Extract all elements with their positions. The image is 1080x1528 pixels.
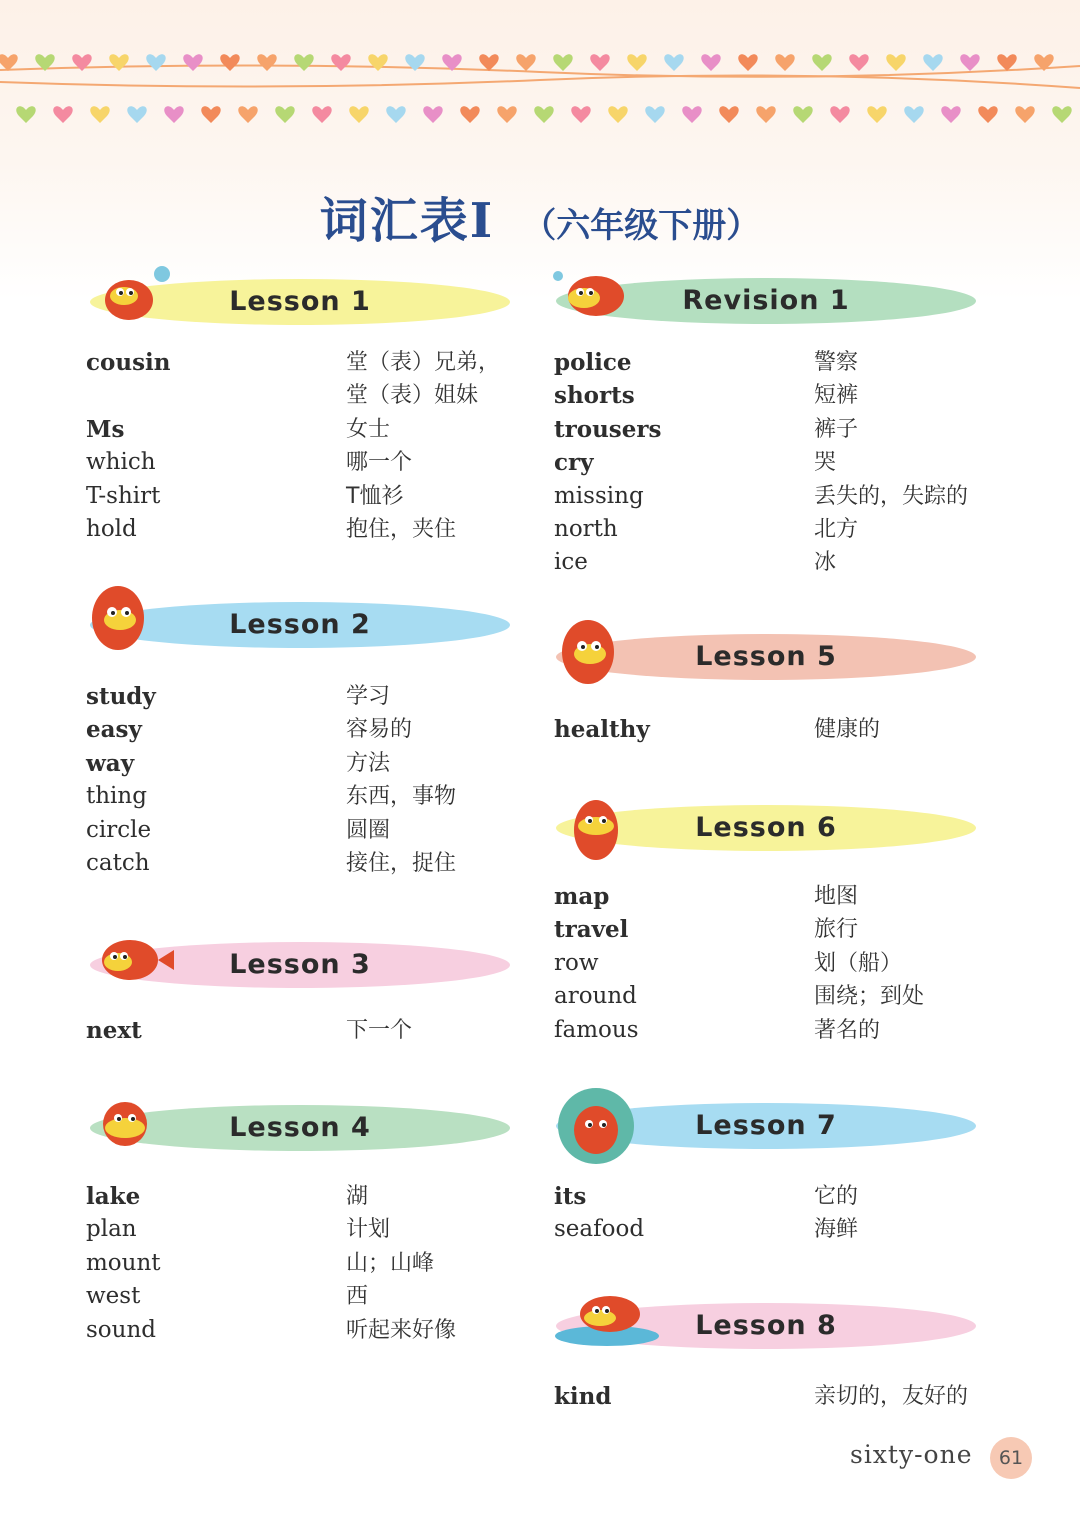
- heart-icon: [960, 54, 979, 71]
- english-word: Ms: [86, 415, 125, 443]
- english-word: hold: [86, 515, 137, 542]
- english-word: famous: [554, 1016, 639, 1043]
- heart-icon: [460, 106, 479, 123]
- heart-icon: [645, 106, 664, 123]
- chinese-meaning: 丢失的，失踪的: [814, 483, 969, 509]
- english-word: missing: [554, 482, 644, 509]
- heart-icon: [497, 106, 516, 123]
- heart-icon: [349, 106, 368, 123]
- chinese-meaning: 计划: [346, 1217, 391, 1243]
- english-word: around: [554, 983, 637, 1010]
- english-word: north: [554, 515, 618, 542]
- english-word: next: [86, 1017, 142, 1044]
- english-word: which: [86, 449, 156, 476]
- heart-icon: [941, 106, 960, 123]
- heart-icon: [923, 54, 942, 71]
- heart-icon: [90, 106, 109, 123]
- heart-icon: [867, 106, 886, 123]
- english-word: thing: [86, 783, 147, 810]
- fish-icon: [552, 1284, 662, 1348]
- chinese-meaning: 海鲜: [814, 1217, 859, 1243]
- heart-icon: [331, 54, 350, 71]
- lesson-8-title: Lesson 8: [695, 1310, 837, 1341]
- chinese-meaning: 北方: [814, 516, 859, 542]
- chinese-meaning: 冰: [814, 550, 837, 576]
- chinese-meaning: 堂（表）兄弟，: [346, 350, 501, 375]
- english-word: cousin: [86, 349, 171, 376]
- english-word: kind: [554, 1383, 612, 1410]
- lesson-5-title: Lesson 5: [695, 641, 837, 672]
- heart-icon: [368, 54, 387, 71]
- lesson-7-title: Lesson 7: [695, 1110, 837, 1141]
- english-word: row: [554, 949, 599, 976]
- chinese-meaning: 下一个: [346, 1018, 413, 1043]
- english-word: west: [86, 1283, 141, 1310]
- heart-icon: [423, 106, 442, 123]
- chinese-meaning: 方法: [346, 750, 391, 776]
- heart-icon: [1015, 106, 1034, 123]
- heart-icon: [627, 54, 646, 71]
- heart-icon: [275, 106, 294, 123]
- heart-icon: [16, 106, 35, 123]
- heart-icon: [793, 106, 812, 123]
- heart-icon: [238, 106, 257, 123]
- heart-icon: [978, 106, 997, 123]
- fish-icon: [556, 790, 636, 866]
- heart-icon: [756, 106, 775, 123]
- heart-icon: [775, 54, 794, 71]
- english-word: shorts: [554, 382, 635, 410]
- lesson-3-title: Lesson 3: [229, 949, 371, 980]
- english-word: police: [554, 349, 632, 376]
- english-word: ice: [554, 549, 588, 576]
- heart-icon: [516, 54, 535, 71]
- chinese-meaning: 堂（表）姐妹: [346, 383, 479, 409]
- english-word: trousers: [554, 415, 662, 443]
- fish-icon: [84, 262, 174, 332]
- heart-icon: [608, 106, 627, 123]
- heart-icon: [312, 106, 331, 123]
- heart-icon: [904, 106, 923, 123]
- page-number-badge: 61: [990, 1437, 1032, 1479]
- chinese-meaning: 旅行: [814, 917, 859, 943]
- lesson-6-title: Lesson 6: [695, 812, 837, 843]
- lesson-2-title: Lesson 2: [229, 609, 371, 640]
- heart-icon: [534, 106, 553, 123]
- chinese-meaning: 西: [346, 1284, 369, 1310]
- chinese-meaning: 接住，捉住: [346, 850, 457, 876]
- chinese-meaning: 健康的: [814, 717, 881, 742]
- fish-icon: [90, 932, 180, 988]
- english-word: way: [86, 749, 135, 777]
- chinese-meaning: 抱住，夹住: [346, 516, 457, 542]
- english-word: map: [554, 883, 610, 910]
- chinese-meaning: 著名的: [814, 1017, 881, 1043]
- chinese-meaning: 它的: [814, 1184, 859, 1209]
- chinese-meaning: 东西，事物: [346, 784, 457, 810]
- english-word: mount: [86, 1249, 161, 1276]
- heart-icon: [701, 54, 720, 71]
- title-main: 词汇表Ⅰ: [319, 193, 495, 249]
- heart-icon: [201, 106, 220, 123]
- chinese-meaning: 哭: [814, 450, 837, 476]
- chinese-meaning: T恤衫: [346, 483, 404, 509]
- page-title: [0, 182, 1080, 251]
- heart-icon: [997, 54, 1016, 71]
- english-word: travel: [554, 916, 629, 944]
- heart-icon: [164, 106, 183, 123]
- english-word: easy: [86, 716, 142, 744]
- heart-icon: [479, 54, 498, 71]
- heart-icon: [553, 54, 572, 71]
- chinese-meaning: 划（船）: [814, 950, 903, 976]
- heart-icon: [127, 106, 146, 123]
- revision-1-title: Revision 1: [682, 285, 850, 316]
- chinese-meaning: 警察: [814, 350, 859, 375]
- hearts-border: [0, 0, 1080, 140]
- fish-icon: [90, 1092, 160, 1152]
- chinese-meaning: 地图: [814, 884, 859, 909]
- english-word: sound: [86, 1316, 156, 1343]
- fish-icon: [556, 1086, 636, 1166]
- lesson-1-title: Lesson 1: [229, 286, 371, 317]
- heart-icon: [812, 54, 831, 71]
- heart-icon: [146, 54, 165, 71]
- heart-icon: [183, 54, 202, 71]
- chinese-meaning: 女士: [346, 416, 391, 442]
- english-word: study: [86, 683, 156, 710]
- fish-icon: [554, 612, 624, 692]
- heart-icon: [53, 106, 72, 123]
- english-word: circle: [86, 816, 152, 843]
- chinese-meaning: 围绕；到处: [814, 984, 925, 1010]
- heart-icon: [109, 54, 128, 71]
- lesson-4-title: Lesson 4: [229, 1112, 371, 1143]
- english-word: lake: [86, 1183, 141, 1210]
- chinese-meaning: 亲切的，友好的: [814, 1384, 969, 1409]
- heart-icon: [830, 106, 849, 123]
- chinese-meaning: 短裤: [814, 383, 859, 409]
- fish-icon: [550, 266, 642, 322]
- chinese-meaning: 哪一个: [346, 450, 413, 476]
- english-word: cry: [554, 449, 594, 477]
- heart-icon: [571, 106, 590, 123]
- heart-icon: [682, 106, 701, 123]
- english-word: seafood: [554, 1216, 645, 1243]
- chinese-meaning: 圆圈: [346, 817, 391, 843]
- title-sub: （六年级下册）: [522, 206, 761, 246]
- english-word: its: [554, 1183, 587, 1210]
- heart-icon: [386, 106, 405, 123]
- english-word: plan: [86, 1216, 137, 1243]
- chinese-meaning: 湖: [346, 1184, 369, 1209]
- heart-icon: [294, 54, 313, 71]
- english-word: catch: [86, 849, 150, 876]
- heart-icon: [257, 54, 276, 71]
- chinese-meaning: 听起来好像: [346, 1317, 457, 1343]
- chinese-meaning: 山；山峰: [346, 1250, 435, 1276]
- chinese-meaning: 学习: [346, 684, 391, 709]
- heart-icon: [220, 54, 239, 71]
- heart-icon: [738, 54, 757, 71]
- chinese-meaning: 裤子: [814, 416, 859, 442]
- page-word: sixty-one: [850, 1440, 973, 1469]
- heart-icon: [1052, 106, 1071, 123]
- chinese-meaning: 容易的: [346, 717, 413, 743]
- fish-icon: [84, 578, 154, 658]
- english-word: healthy: [554, 716, 650, 743]
- heart-icon: [590, 54, 609, 71]
- heart-icon: [719, 106, 738, 123]
- heart-icon: [886, 54, 905, 71]
- english-word: T-shirt: [86, 482, 161, 509]
- heart-icon: [664, 54, 683, 71]
- heart-icon: [849, 54, 868, 71]
